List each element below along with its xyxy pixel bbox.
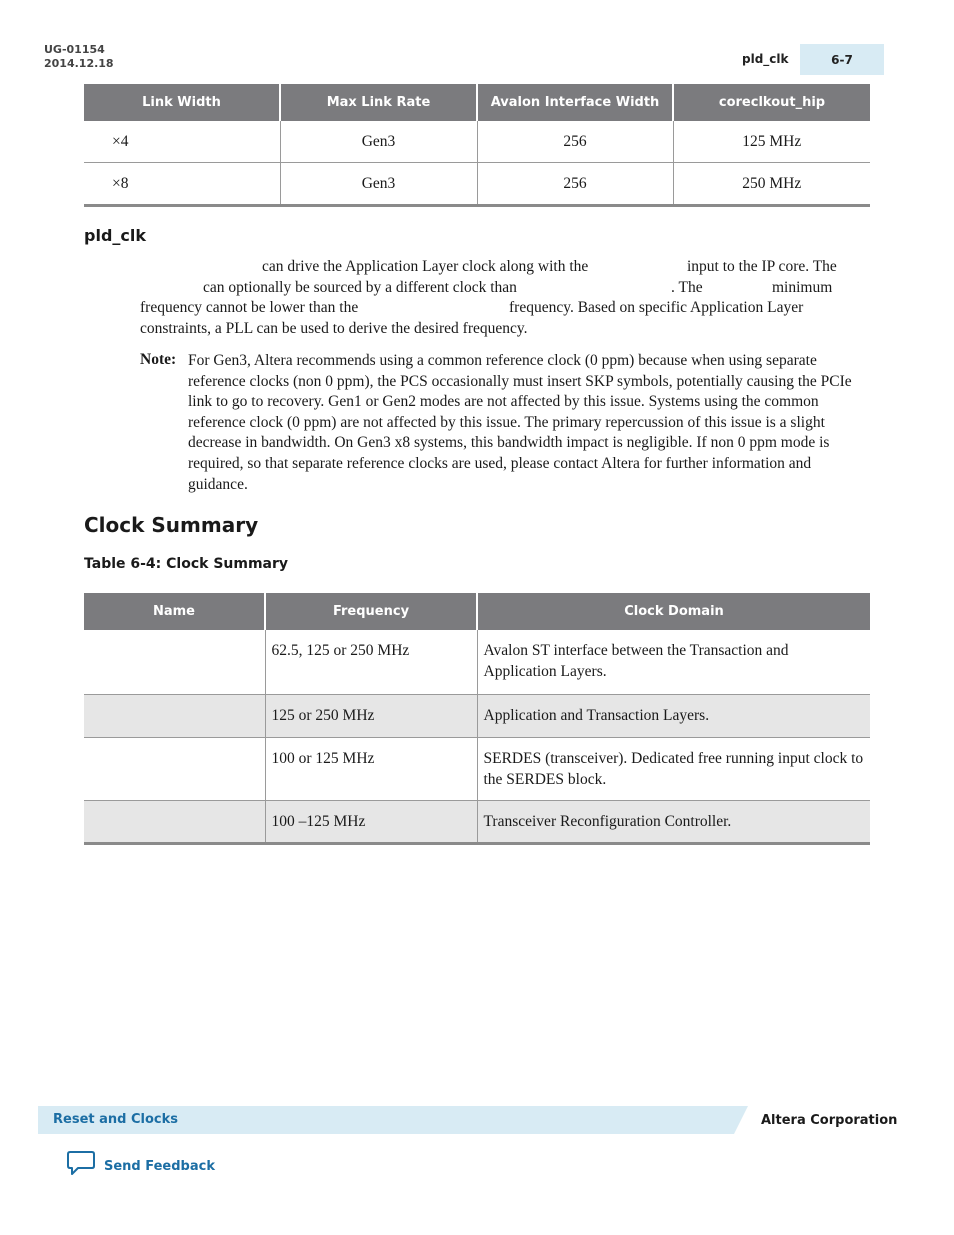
paragraph-text: can optionally be sourced by a different clock than [203,279,517,296]
table-row [84,163,870,206]
table-header-row [84,84,870,121]
paragraph-text: . The [671,279,703,296]
table-cell: 100 or 125 MHz [265,738,477,801]
column-header: Max Link Rate [280,84,477,121]
document-date: 2014.12.18 [44,57,114,70]
paragraph-text: input to the IP core. The [687,258,837,275]
table-header-row [84,593,870,630]
table-cell: 125 or 250 MHz [265,695,477,738]
column-header: Name [84,593,265,630]
table-cell: 250 MHz [673,163,870,206]
pld-clk-heading: pld_clk [84,226,146,245]
send-feedback-label: Send Feedback [104,1158,215,1174]
header-page-number: 6-7 [800,44,884,75]
paragraph-text: minimum [772,279,833,296]
table-cell: ×4 [84,121,280,163]
send-feedback-link[interactable] [66,1150,215,1182]
header-section-name: pld_clk [742,52,789,66]
table-cell: 125 MHz [673,121,870,163]
table-cell: Application and Transaction Layers. [477,695,870,738]
table-row [84,695,870,738]
clock-summary-table [84,593,870,845]
table-row [84,121,870,163]
table-cell: Gen3 [280,121,477,163]
table-cell: 100 –125 MHz [265,801,477,844]
table-cell [84,738,265,801]
document-id-block [44,43,114,71]
table-caption: Table 6-4: Clock Summary [84,556,289,572]
footer-company: Altera Corporation [761,1113,898,1128]
document-id: UG-01154 [44,43,105,56]
link-width-table [84,84,870,207]
table-cell [84,695,265,738]
footer-chapter-link[interactable]: Reset and Clocks [53,1112,178,1127]
table-cell: 256 [477,121,673,163]
column-header: Frequency [265,593,477,630]
clock-summary-heading: Clock Summary [84,513,259,537]
table-cell [84,801,265,844]
feedback-icon [66,1150,96,1182]
table-cell: 256 [477,163,673,206]
table-cell: Transceiver Reconfiguration Controller. [477,801,870,844]
table-cell: 62.5, 125 or 250 MHz [265,630,477,695]
column-header: coreclkout_hip [673,84,870,121]
column-header: Clock Domain [477,593,870,630]
paragraph-text: constraints, a PLL can be used to derive the desired frequency. [140,320,528,337]
paragraph-text: can drive the Application Layer clock along with the [262,258,589,275]
table-row [84,801,870,844]
note-label: Note: [140,351,177,368]
table-cell: SERDES (transceiver). Dedicated free running input clock to the SERDES block. [477,738,870,801]
table-cell: Avalon ST interface between the Transaction and Application Layers. [477,630,870,695]
table-row [84,630,870,695]
paragraph-text: frequency cannot be lower than the [140,299,359,316]
column-header: Avalon Interface Width [477,84,673,121]
column-header: Link Width [84,84,280,121]
table-cell: ×8 [84,163,280,206]
table-row [84,738,870,801]
note-text: For Gen3, Altera recommends using a common reference clock (0 ppm) because when using separate reference clocks (non 0 ppm), the PCS occasionally must insert SKP symbols, potentially causing the PCIe link to go to recovery. Gen1 or Gen2 modes are not affected by this issue. Systems using the common reference clock (0 ppm) are not affected by this issue. The primary repercussion of this issue is a slight decrease in bandwidth. On Gen3 x8 systems, this bandwidth impact is negligible. If non 0 ppm mode is required, so that separate reference clocks are used, please contact Altera for further information and guidance. [188,352,852,493]
paragraph-text: frequency. Based on specific Application Layer [509,299,804,316]
table-cell [84,630,265,695]
table-cell: Gen3 [280,163,477,206]
